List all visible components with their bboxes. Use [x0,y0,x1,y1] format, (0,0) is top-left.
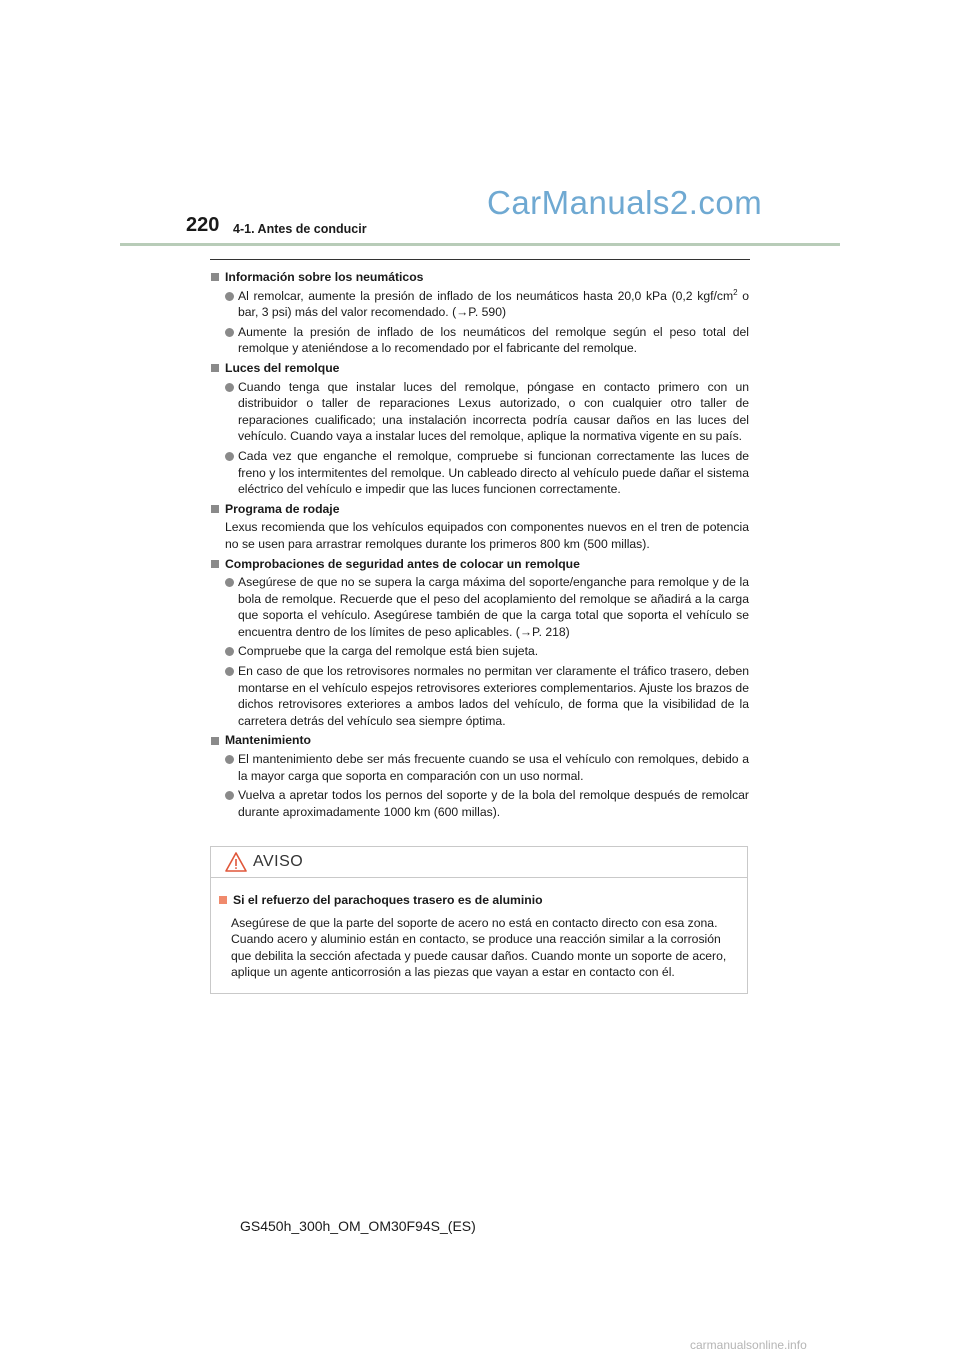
section-title: 4-1. Antes de conducir [233,222,367,236]
square-bullet-icon [219,896,227,904]
heading-text: Comprobaciones de seguridad antes de colocar un remolque [225,556,580,571]
section-trailer-lights [211,360,749,498]
square-bullet-icon [211,560,219,568]
list-item: Asegúrese de que no se supera la carga máxima del soporte/enganche para remolque y de la bola de remolque. Recuerde que el peso del acoplamiento del remolque se añadirá a la carga que soporta el vehículo. Asegúrese también de que la carga total que soporta el vehículo se encuentra dentro de los límites de peso aplicables. (→P. 218) [211,574,749,640]
circle-bullet-icon [225,292,234,301]
section-maintenance [211,732,749,820]
list-item: Compruebe que la carga del remolque está bien sujeta. [211,643,749,660]
watermark-logo: CarManuals2.com [487,184,763,221]
square-bullet-icon [211,505,219,513]
list-item: Al remolcar, aumente la presión de inflado de los neumáticos hasta 20,0 kPa (0,2 kgf/$cm^2$ o bar, 3 psi) más del valor recomendado. (→P. 590) [211,288,749,321]
section-tires [211,269,749,357]
circle-bullet-icon [225,755,234,764]
circle-bullet-icon [225,667,234,676]
circle-bullet-icon [225,383,234,392]
document-code: GS450h_300h_OM_OM30F94S_(ES) [240,1218,476,1234]
list-item: Aumente la presión de inflado de los neumáticos del remolque según el peso total del remolque y ateniéndose a lo recomendado por el fabricante del remolque. [211,324,749,357]
content-rule [210,259,750,260]
content [211,269,749,823]
warning-body [211,878,747,981]
list-item: Cada vez que enganche el remolque, compruebe si funcionan correctamente las luces de freno y los intermitentes del remolque. Un cableado directo al vehículo puede dañar el sistema eléctrico del vehículo e impedir que las luces funcionen correctamente. [211,448,749,498]
heading-text: Mantenimiento [225,733,311,748]
square-bullet-icon [211,737,219,745]
heading-break-in [211,501,749,518]
circle-bullet-icon [225,578,234,587]
circle-bullet-icon [225,452,234,461]
section-break-in [211,501,749,553]
list-item: El mantenimiento debe ser más frecuente cuando se usa el vehículo con remolques, debido a la mayor carga que soporta en comparación con un uso normal. [211,751,749,784]
heading-maintenance [211,732,749,749]
heading-text: Programa de rodaje [225,501,340,516]
page-number: 220 [186,214,220,236]
circle-bullet-icon [225,328,234,337]
warning-box [210,846,748,994]
heading-text: Si el refuerzo del parachoques trasero es de aluminio [233,893,543,907]
paragraph: Lexus recomienda que los vehículos equipados con componentes nuevos en el tren de potencia no se usen para arrastrar remolques durante los primeros 800 km (500 millas). [225,520,749,551]
square-bullet-icon [211,364,219,372]
circle-bullet-icon [225,647,234,656]
list-item: En caso de que los retrovisores normales no permitan ver claramente el tráfico trasero, deben montarse en el vehículo espejos retrovisores exteriores complementarios. Ajuste los brazos de dichos retrovisores exteriores a ambos lados del vehículo, de forma que la visibilidad de la carretera detrás del vehículo sea siempre óptima. [211,663,749,729]
heading-tires [211,269,749,286]
heading-trailer-lights [211,360,749,377]
warning-label: AVISO [253,853,304,870]
watermark-footer: carmanualsonline.info [690,1338,807,1352]
list-item: Cuando tenga que instalar luces del remolque, póngase en contacto primero con un distribuidor o taller de reparaciones Lexus autorizado, o con cualquier otro taller de reparaciones cualificado; una instalación incorrecta podría causar daños en las luces del vehículo. Cuando vaya a instalar luces del remolque, aplique la normativa vigente en su país. [211,379,749,445]
heading-text: Luces del remolque [225,360,340,375]
warning-triangle-icon [225,852,247,872]
heading-text: Información sobre los neumáticos [225,270,424,284]
warning-heading [219,892,739,909]
square-bullet-icon [211,273,219,281]
heading-safety-checks [211,556,749,573]
circle-bullet-icon [225,791,234,800]
header-rule [120,243,840,246]
warning-text: Asegúrese de que la parte del soporte de acero no está en contacto directo con esa zona. Cuando acero y aluminio están en contacto, se produce una reacción similar a la corrosión que debilita la sección afectada y puede causar daños. Cuando monte un soporte de acero, aplique un agente anticorrosión a las piezas que vayan a estar en contacto con él. [231,915,727,980]
list-item: Vuelva a apretar todos los pernos del soporte y de la bola del remolque después de remolcar durante aproximadamente 1000 km (600 millas). [211,787,749,820]
section-safety-checks [211,556,749,730]
warning-header [211,847,747,878]
